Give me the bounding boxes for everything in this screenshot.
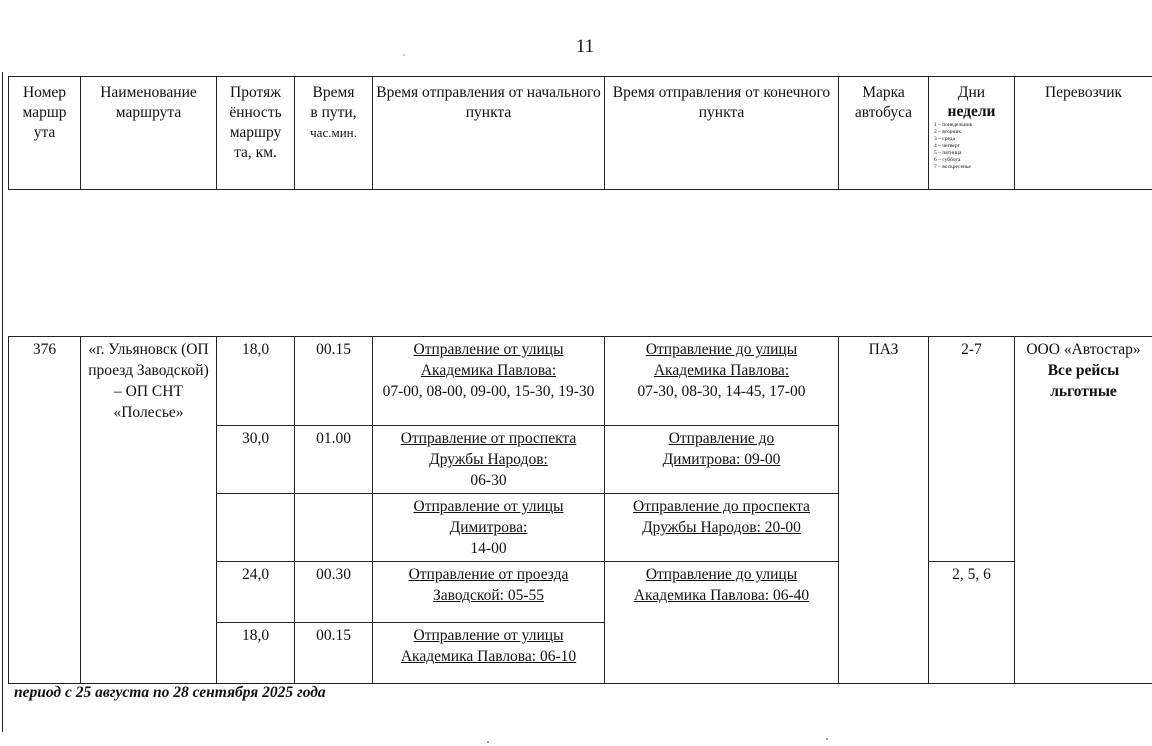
header-departure-start: Время отправления от начального пункта bbox=[373, 77, 605, 190]
header-travel-time-line2: в пути, bbox=[310, 104, 357, 121]
departure-start-times: 07-00, 08-00, 09-00, 15-30, 19-30 bbox=[382, 383, 595, 400]
header-travel-time-line1: Время bbox=[312, 84, 355, 101]
header-carrier: Перевозчик bbox=[1015, 77, 1152, 190]
departure-start-title: Отправление от улицы Димитрова: bbox=[413, 498, 564, 536]
scan-speck bbox=[826, 738, 828, 740]
departure-start-cell bbox=[373, 562, 605, 623]
time-cell: 00.30 bbox=[295, 562, 373, 623]
scan-speck bbox=[403, 54, 405, 56]
header-route-number: Номер маршр ута bbox=[9, 77, 81, 190]
route-name-cell: «г. Ульяновск (ОП проезд Заводской) – ОП СНТ «Полесье» bbox=[81, 337, 217, 684]
departure-start-title: Отправление от улицы Академика Павлова: 06-10 bbox=[400, 627, 577, 665]
departure-end-cell bbox=[605, 494, 839, 562]
left-margin-rule bbox=[2, 72, 3, 732]
departure-start-times: 06-30 bbox=[470, 472, 507, 489]
days-legend-item: 5 – пятница bbox=[934, 150, 962, 156]
length-cell: 30,0 bbox=[217, 426, 295, 494]
departure-start-cell bbox=[373, 426, 605, 494]
length-cell bbox=[217, 494, 295, 562]
carrier-name: ООО «Автостар» bbox=[1026, 341, 1141, 358]
departure-start-cell bbox=[373, 337, 605, 426]
header-departure-end: Время отправления от конечного пункта bbox=[605, 77, 839, 190]
departure-end-cell bbox=[605, 562, 839, 684]
header-travel-time-line3: час.мин. bbox=[310, 125, 357, 140]
departure-end-title: Отправление до проспекта Дружбы Народов: 20-00 bbox=[633, 498, 810, 536]
days-legend-item: 4 – четверг bbox=[934, 143, 960, 149]
departure-start-cell bbox=[373, 494, 605, 562]
days-legend-item: 2 – вторник bbox=[934, 129, 962, 135]
header-days bbox=[929, 77, 1015, 190]
schedule-table bbox=[8, 76, 1152, 684]
days-legend-item: 3 – среда bbox=[934, 136, 956, 142]
days-cell-alt: 2, 5, 6 bbox=[929, 562, 1015, 684]
header-row bbox=[9, 77, 1152, 190]
time-cell: 00.15 bbox=[295, 337, 373, 426]
departure-end-times: 07-30, 08-30, 14-45, 17-00 bbox=[637, 383, 806, 400]
header-length: Протяж ённость маршру та, км. bbox=[217, 77, 295, 190]
departure-start-times: 14-00 bbox=[470, 540, 507, 557]
length-cell: 18,0 bbox=[217, 623, 295, 684]
header-days-line1: Дни bbox=[957, 84, 986, 101]
time-cell: 00.15 bbox=[295, 623, 373, 684]
departure-start-cell bbox=[373, 623, 605, 684]
period-note: период с 25 августа по 28 сентября 2025 года bbox=[14, 684, 326, 701]
bus-brand-cell: ПАЗ bbox=[839, 337, 929, 684]
departure-end-cell bbox=[605, 426, 839, 494]
table-row bbox=[9, 337, 1152, 426]
carrier-benefit-note: Все рейсы льготные bbox=[1047, 362, 1120, 400]
departure-end-title: Отправление до Димитрова: 09-00 bbox=[662, 430, 781, 468]
page-break-gap bbox=[9, 190, 1152, 337]
header-bus-brand: Марка автобуса bbox=[839, 77, 929, 190]
scan-speck bbox=[487, 741, 489, 743]
time-cell: 01.00 bbox=[295, 426, 373, 494]
departure-end-title: Отправление до улицы Академика Павлова: 06-40 bbox=[633, 566, 810, 604]
length-cell: 18,0 bbox=[217, 337, 295, 426]
days-cell-main: 2-7 bbox=[929, 337, 1015, 562]
departure-end-cell bbox=[605, 337, 839, 426]
header-route-name: Наименование маршрута bbox=[81, 77, 217, 190]
days-legend-item: 1 – понедельник bbox=[934, 122, 973, 128]
route-number-cell: 376 bbox=[9, 337, 81, 684]
carrier-cell bbox=[1015, 337, 1152, 684]
days-legend-item: 6 – суббота bbox=[934, 157, 961, 163]
departure-start-title: Отправление от улицы Академика Павлова: bbox=[413, 341, 564, 379]
gap-cell bbox=[9, 190, 1152, 337]
departure-end-title: Отправление до улицы Академика Павлова: bbox=[645, 341, 798, 379]
time-cell bbox=[295, 494, 373, 562]
days-legend bbox=[932, 122, 1011, 171]
departure-start-title: Отправление от проспекта Дружбы Народов: bbox=[400, 430, 577, 468]
departure-start-title: Отправление от проезда Заводской: 05-55 bbox=[408, 566, 569, 604]
header-days-line2: недели bbox=[947, 103, 996, 120]
header-travel-time bbox=[295, 77, 373, 190]
page-number: 11 bbox=[575, 36, 595, 57]
length-cell: 24,0 bbox=[217, 562, 295, 623]
days-legend-item: 7 – воскресенье bbox=[934, 164, 971, 170]
